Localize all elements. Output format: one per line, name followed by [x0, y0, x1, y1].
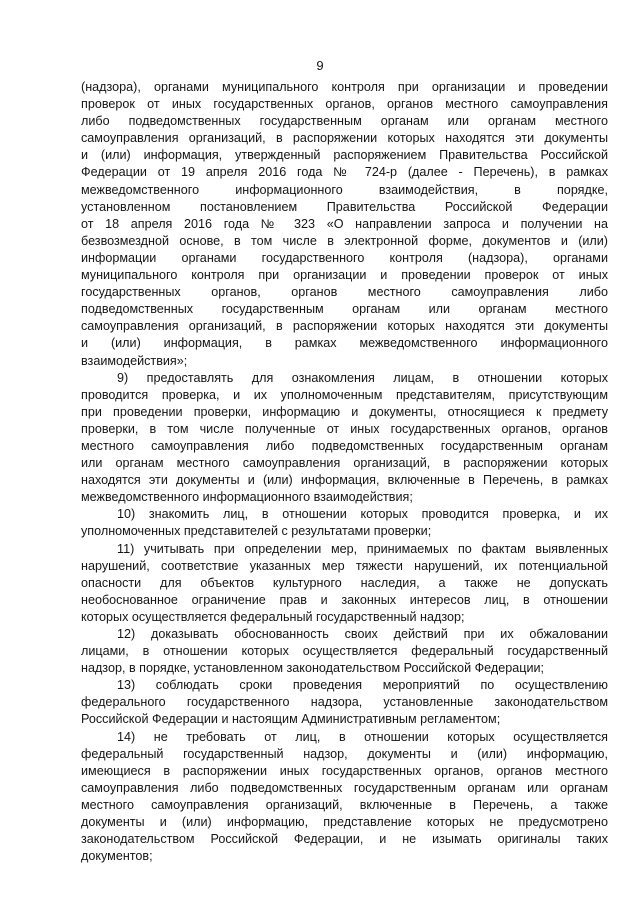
text-line: от 18 апреля 2016 года № 323 «О направлении запроса и получении на [81, 216, 608, 231]
text-line: имеющиеся в распоряжении иных государственных органов, органов местного [81, 763, 608, 778]
paragraph [81, 541, 608, 626]
text-line: лицами, в отношении которых осуществляется федеральный государственный [81, 644, 608, 659]
text-line: Федерации от 19 апреля 2016 года № 724-р (далее - Перечень), в рамках [81, 165, 608, 180]
text-line: самоуправления либо подведомственных государственным органам или органам [81, 780, 608, 795]
text-line: (надзора), органами муниципального контроля при организации и проведении [81, 80, 608, 94]
text-line: и (или) информация, в рамках межведомственного информационного [81, 336, 608, 351]
text-line: надзор, в порядке, установленном законодательством Российской Федерации; [81, 661, 545, 676]
paragraph [81, 506, 608, 540]
text-line: 14) не требовать от лиц, в отношении которых осуществляется [117, 729, 608, 744]
text-line: самоуправления организаций, в распоряжении которых находятся эти документы [81, 319, 608, 334]
page-number: 9 [316, 58, 324, 73]
text-line: 9) предоставлять для ознакомления лицам, в отношении которых [117, 370, 608, 385]
text-line: проверки, в том числе полученные от иных государственных органов, органов [81, 421, 608, 436]
text-line: нарушений, соответствие указанных мер тяжести нарушений, их потенциальной [81, 558, 608, 573]
text-line: 10) знакомить лиц, в отношении которых проводится проверка, и их [117, 507, 608, 522]
text-line: документов; [81, 849, 153, 864]
text-line: или органам местного самоуправления организаций, в распоряжении которых [81, 456, 608, 471]
paragraph [81, 79, 608, 370]
text-line: муниципального контроля при организации и проведении проверок от иных [81, 268, 608, 283]
text-line: проверок от иных государственных органов, органов местного самоуправления [81, 97, 608, 112]
text-line: Российской Федерации и настоящим Административным регламентом; [81, 712, 501, 727]
text-line: и (или) информация, утвержденный распоряжением Правительства Российской [81, 148, 608, 163]
text-line: межведомственного информационного взаимодействия, в порядке, [81, 182, 608, 197]
text-line: которых осуществляется федеральный государственный надзор; [81, 609, 465, 624]
text-line: подведомственных государственным органам или органам местного [81, 302, 608, 317]
paragraph [81, 729, 608, 866]
text-line: уполномоченных представителей с результатами проверки; [81, 524, 432, 539]
text-line: местного самоуправления организаций, включенные в Перечень, а также [81, 797, 608, 812]
text-line: проводится проверка, и их уполномоченным представителям, присутствующим [81, 387, 608, 402]
text-line: федеральный государственный надзор, документы и (или) информацию, [81, 746, 608, 761]
text-line: безвозмездной основе, в том числе в электронной форме, документов и (или) [81, 233, 608, 248]
text-line: межведомственного информационного взаимодействия; [81, 490, 413, 505]
text-line: местного самоуправления либо подведомственных государственным органам [81, 438, 608, 453]
paragraph [81, 677, 608, 728]
text-line: находятся эти документы и (или) информация, включенные в Перечень, в рамках [81, 473, 608, 488]
text-line: взаимодействия»; [81, 353, 188, 368]
text-line: опасности для объектов культурного наследия, а также не допускать [81, 575, 608, 590]
text-line: необоснованное ограничение прав и законных интересов лиц, в отношении [81, 592, 608, 607]
text-line: 11) учитывать при определении мер, принимаемых по фактам выявленных [117, 541, 608, 556]
text-line: государственных органов, органов местного самоуправления либо [81, 285, 608, 300]
text-line: документы и (или) информацию, представление которых не предусмотрено [81, 815, 608, 830]
text-line: федерального государственного надзора, установленные законодательством [81, 695, 608, 710]
text-line: информации органами государственного контроля (надзора), органами [81, 250, 608, 265]
text-line: установленном постановлением Правительства Российской Федерации [81, 199, 608, 214]
text-line: законодательством Российской Федерации, и не изымать оригиналы таких [81, 832, 608, 847]
text-line: 13) соблюдать сроки проведения мероприятий по осуществлению [117, 678, 608, 693]
text-line: 12) доказывать обоснованность своих действий при их обжаловании [117, 627, 608, 641]
text-line: при проведении проверки, информацию и документы, относящиеся к предмету [81, 404, 608, 419]
text-line: самоуправления организаций, в распоряжении которых находятся эти документы [81, 131, 608, 146]
paragraph [81, 626, 608, 677]
document-body [81, 79, 608, 865]
paragraph [81, 370, 608, 507]
text-line: либо подведомственных государственным органам или органам местного [81, 114, 608, 129]
